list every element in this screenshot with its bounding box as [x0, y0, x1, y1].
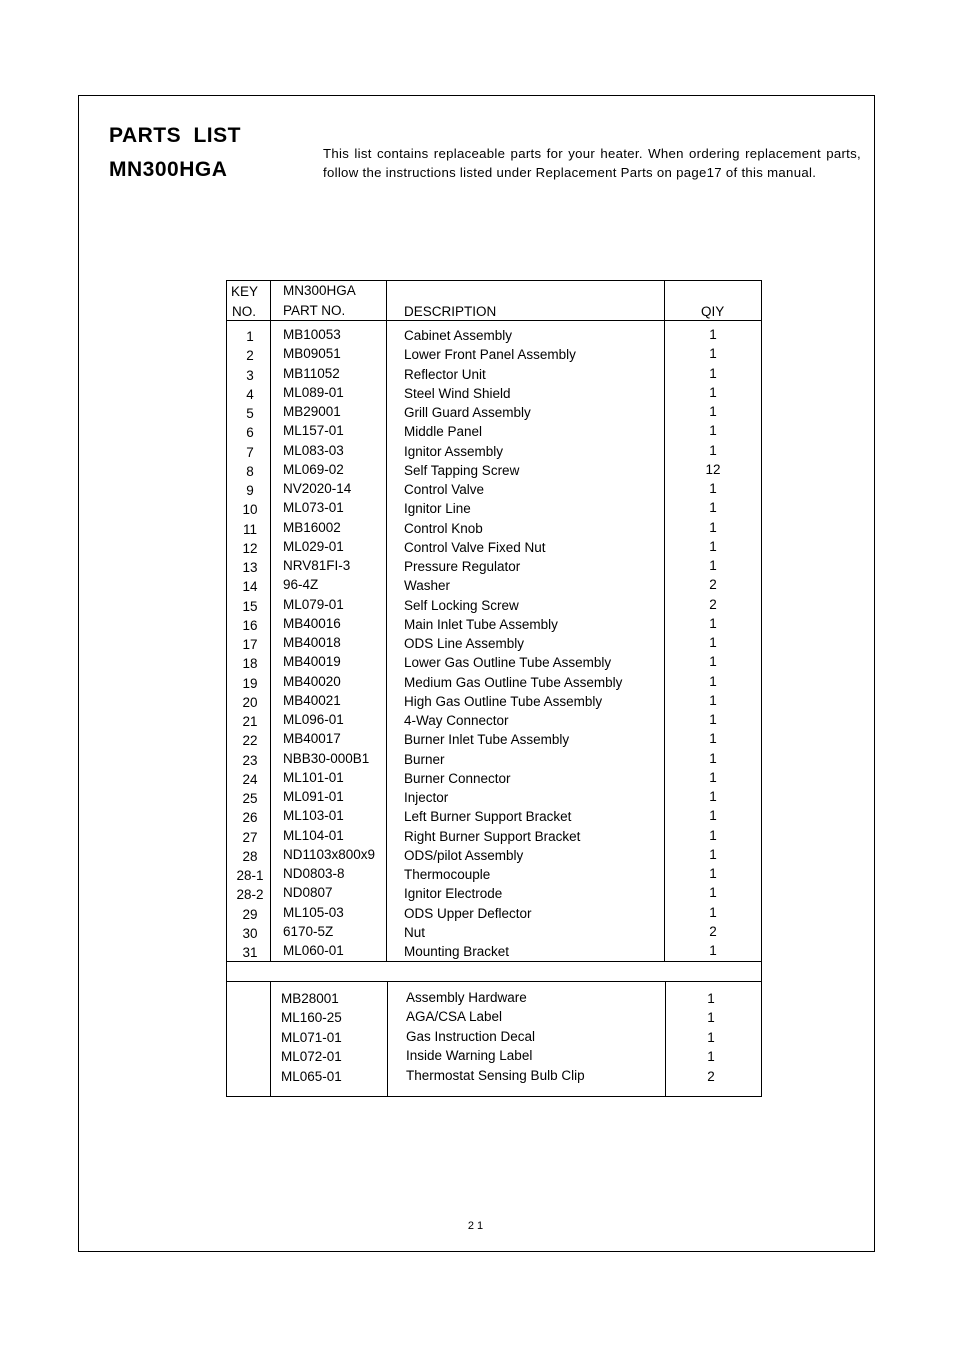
table-divider: [664, 280, 665, 962]
row-qty: 12: [705, 461, 721, 477]
row-key-no: 3: [246, 367, 254, 383]
header-description: DESCRIPTION: [404, 304, 497, 319]
row-qty: 1: [709, 538, 717, 554]
header-part-line1: MN300HGA: [283, 283, 356, 298]
row-key-no: 17: [242, 637, 258, 652]
table-divider: [270, 981, 271, 1097]
row-key-no: 13: [242, 560, 258, 575]
intro-paragraph: This list contains replaceable parts for your heater. When ordering replacement parts, follow the instructions listed under Replacement Parts on page17 of this manual.: [323, 146, 861, 180]
row-qty: 1: [707, 1029, 715, 1045]
row-key-no: 28: [242, 848, 258, 864]
header-qty: QIY: [701, 304, 725, 319]
row-qty: 2: [709, 577, 717, 593]
row-description: Right Burner Support Bracket: [404, 828, 581, 844]
row-part-no: ML096-01: [283, 712, 344, 727]
row-part-no: MB28001: [281, 991, 339, 1006]
row-description: AGA/CSA Label: [406, 1009, 503, 1025]
row-description: ODS Upper Deflector: [404, 905, 532, 921]
row-key-no: 30: [242, 925, 258, 941]
row-part-no: MB40017: [283, 731, 341, 747]
row-description: ODS Line Assembly: [404, 636, 525, 651]
row-description: 4-Way Connector: [404, 713, 509, 728]
row-key-no: 12: [242, 540, 258, 556]
row-key-no: 21: [242, 714, 258, 729]
row-part-no: ML079-01: [283, 596, 344, 612]
model-title: MN300HGA: [109, 158, 228, 181]
row-qty: 1: [709, 327, 717, 342]
row-part-no: MB40021: [283, 692, 341, 708]
row-part-no: ML029-01: [283, 538, 344, 554]
row-part-no: NBB30-000B1: [283, 750, 370, 766]
row-description: Ignitor Line: [404, 501, 471, 517]
header-key-line2: NO.: [232, 304, 257, 319]
row-part-no: ML069-02: [283, 461, 344, 477]
row-part-no: ML160-25: [281, 1010, 342, 1026]
row-key-no: 16: [242, 617, 258, 633]
row-part-no: NRV81FI-3: [283, 558, 351, 573]
row-qty: 1: [709, 769, 717, 785]
row-description: Lower Front Panel Assembly: [404, 347, 576, 363]
row-description: Self Locking Screw: [404, 597, 519, 613]
row-qty: 1: [709, 885, 717, 901]
row-key-no: 26: [242, 810, 258, 826]
table-rule: [226, 981, 762, 982]
row-qty: 1: [709, 904, 717, 920]
row-description: Medium Gas Outline Tube Assembly: [404, 674, 623, 690]
row-part-no: MB40019: [283, 654, 341, 670]
row-description: Burner Connector: [404, 770, 511, 786]
row-description: Gas Instruction Decal: [406, 1028, 536, 1044]
row-description: Nut: [404, 924, 426, 940]
row-part-no: ML072-01: [281, 1049, 342, 1065]
row-description: Burner Inlet Tube Assembly: [404, 732, 570, 748]
row-part-no: MB40020: [283, 673, 341, 689]
table-divider: [386, 280, 387, 962]
row-qty: 1: [707, 991, 715, 1006]
row-description: Main Inlet Tube Assembly: [404, 616, 558, 632]
row-key-no: 27: [242, 829, 258, 845]
row-qty: 1: [709, 481, 717, 496]
row-qty: 1: [709, 519, 717, 535]
row-key-no: 5: [246, 406, 254, 421]
page-title: PARTS LIST: [109, 124, 241, 147]
row-key-no: 18: [242, 656, 258, 672]
header-key-line1: KEY: [231, 284, 259, 299]
row-key-no: 14: [242, 579, 258, 595]
row-description: Middle Panel: [404, 424, 483, 440]
row-qty: 1: [709, 346, 717, 362]
row-qty: 1: [709, 673, 717, 689]
row-key-no: 7: [246, 444, 254, 460]
row-qty: 1: [707, 1010, 715, 1026]
row-description: Washer: [404, 578, 451, 594]
row-part-no: 6170-5Z: [283, 923, 334, 939]
row-description: Thermostat Sensing Bulb Clip: [406, 1067, 585, 1083]
row-part-no: 96-4Z: [283, 577, 319, 593]
row-key-no: 24: [242, 771, 258, 787]
row-description: Injector: [404, 790, 449, 805]
row-qty: 1: [709, 500, 717, 516]
row-description: Reflector Unit: [404, 366, 486, 382]
row-description: Burner: [404, 751, 445, 767]
row-part-no: ML071-01: [281, 1029, 342, 1045]
row-description: Thermocouple: [404, 867, 491, 882]
row-description: Steel Wind Shield: [404, 385, 511, 401]
row-part-no: ML104-01: [283, 827, 344, 843]
row-part-no: MB40018: [283, 635, 341, 650]
row-description: Assembly Hardware: [406, 990, 527, 1005]
row-qty: 1: [709, 808, 717, 824]
row-part-no: ML073-01: [283, 500, 344, 516]
row-description: Control Valve: [404, 482, 485, 497]
table-header-rule: [226, 320, 762, 321]
row-description: Inside Warning Label: [406, 1048, 533, 1064]
row-part-no: ML157-01: [283, 423, 344, 439]
row-part-no: MB40016: [283, 615, 341, 631]
table-divider: [387, 981, 388, 1097]
row-part-no: MB16002: [283, 519, 341, 535]
row-qty: 1: [709, 558, 717, 573]
row-key-no: 9: [246, 483, 254, 498]
row-description: Grill Guard Assembly: [404, 405, 531, 420]
row-part-no: ML089-01: [283, 384, 344, 400]
row-key-no: 28-1: [236, 868, 264, 883]
row-key-no: 10: [242, 502, 258, 518]
row-key-no: 2: [246, 348, 254, 364]
row-key-no: 29: [242, 906, 258, 922]
row-description: Ignitor Electrode: [404, 886, 503, 902]
table-divider: [665, 981, 666, 1097]
row-qty: 1: [709, 827, 717, 843]
row-description: Pressure Regulator: [404, 559, 521, 574]
row-part-no: MB09051: [283, 346, 341, 362]
row-description: Mounting Bracket: [404, 944, 510, 959]
row-description: Ignitor Assembly: [404, 443, 504, 459]
row-part-no: ND1103x800x9: [283, 846, 376, 862]
row-key-no: 31: [242, 945, 258, 960]
row-key-no: 22: [242, 733, 258, 749]
row-key-no: 23: [242, 752, 258, 768]
row-qty: 1: [709, 712, 717, 727]
row-qty: 1: [709, 442, 717, 458]
row-qty: 1: [709, 750, 717, 766]
row-qty: 1: [709, 404, 717, 419]
row-description: Cabinet Assembly: [404, 328, 513, 343]
header-part-line2: PART NO.: [283, 303, 346, 318]
table-rule: [226, 961, 762, 962]
row-key-no: 11: [242, 521, 257, 537]
row-part-no: NV2020-14: [283, 481, 352, 496]
row-part-no: ML060-01: [283, 943, 344, 958]
row-part-no: MB10053: [283, 327, 341, 342]
row-key-no: 1: [246, 329, 254, 344]
row-description: Control Valve Fixed Nut: [404, 539, 546, 555]
row-qty: 1: [709, 731, 717, 747]
row-part-no: ML083-03: [283, 442, 344, 458]
row-key-no: 20: [242, 694, 258, 710]
row-qty: 1: [709, 384, 717, 400]
row-key-no: 15: [242, 598, 258, 614]
row-description: Self Tapping Screw: [404, 462, 520, 478]
row-description: Lower Gas Outline Tube Assembly: [404, 655, 612, 671]
row-key-no: 8: [246, 463, 254, 479]
row-qty: 2: [709, 596, 717, 612]
row-key-no: 6: [246, 425, 254, 441]
row-description: High Gas Outline Tube Assembly: [404, 693, 603, 709]
row-part-no: ND0807: [283, 885, 333, 901]
row-part-no: ML091-01: [283, 789, 344, 804]
row-qty: 1: [709, 423, 717, 439]
row-qty: 1: [709, 615, 717, 631]
row-key-no: 4: [246, 386, 254, 402]
row-qty: 1: [709, 846, 717, 862]
row-description: Left Burner Support Bracket: [404, 809, 572, 825]
row-part-no: ML065-01: [281, 1068, 342, 1084]
row-key-no: 19: [242, 675, 258, 691]
row-qty: 1: [709, 635, 717, 650]
row-part-no: ML103-01: [283, 808, 344, 824]
row-qty: 1: [709, 654, 717, 670]
row-description: Control Knob: [404, 520, 483, 536]
row-qty: 2: [709, 923, 717, 939]
row-part-no: MB29001: [283, 404, 341, 419]
row-qty: 1: [709, 866, 717, 881]
row-qty: 1: [709, 692, 717, 708]
row-part-no: ND0803-8: [283, 866, 345, 881]
row-part-no: MB11052: [283, 365, 340, 381]
row-key-no: 28-2: [236, 887, 264, 903]
row-key-no: 25: [242, 791, 258, 806]
row-qty: 1: [709, 365, 717, 381]
row-qty: 1: [709, 789, 717, 804]
row-part-no: ML101-01: [283, 769, 344, 785]
row-qty: 1: [707, 1049, 715, 1065]
page-number: 21: [467, 1220, 487, 1232]
row-qty: 1: [709, 943, 717, 958]
row-description: ODS/pilot Assembly: [404, 847, 524, 863]
row-qty: 2: [707, 1068, 715, 1084]
row-part-no: ML105-03: [283, 904, 344, 920]
